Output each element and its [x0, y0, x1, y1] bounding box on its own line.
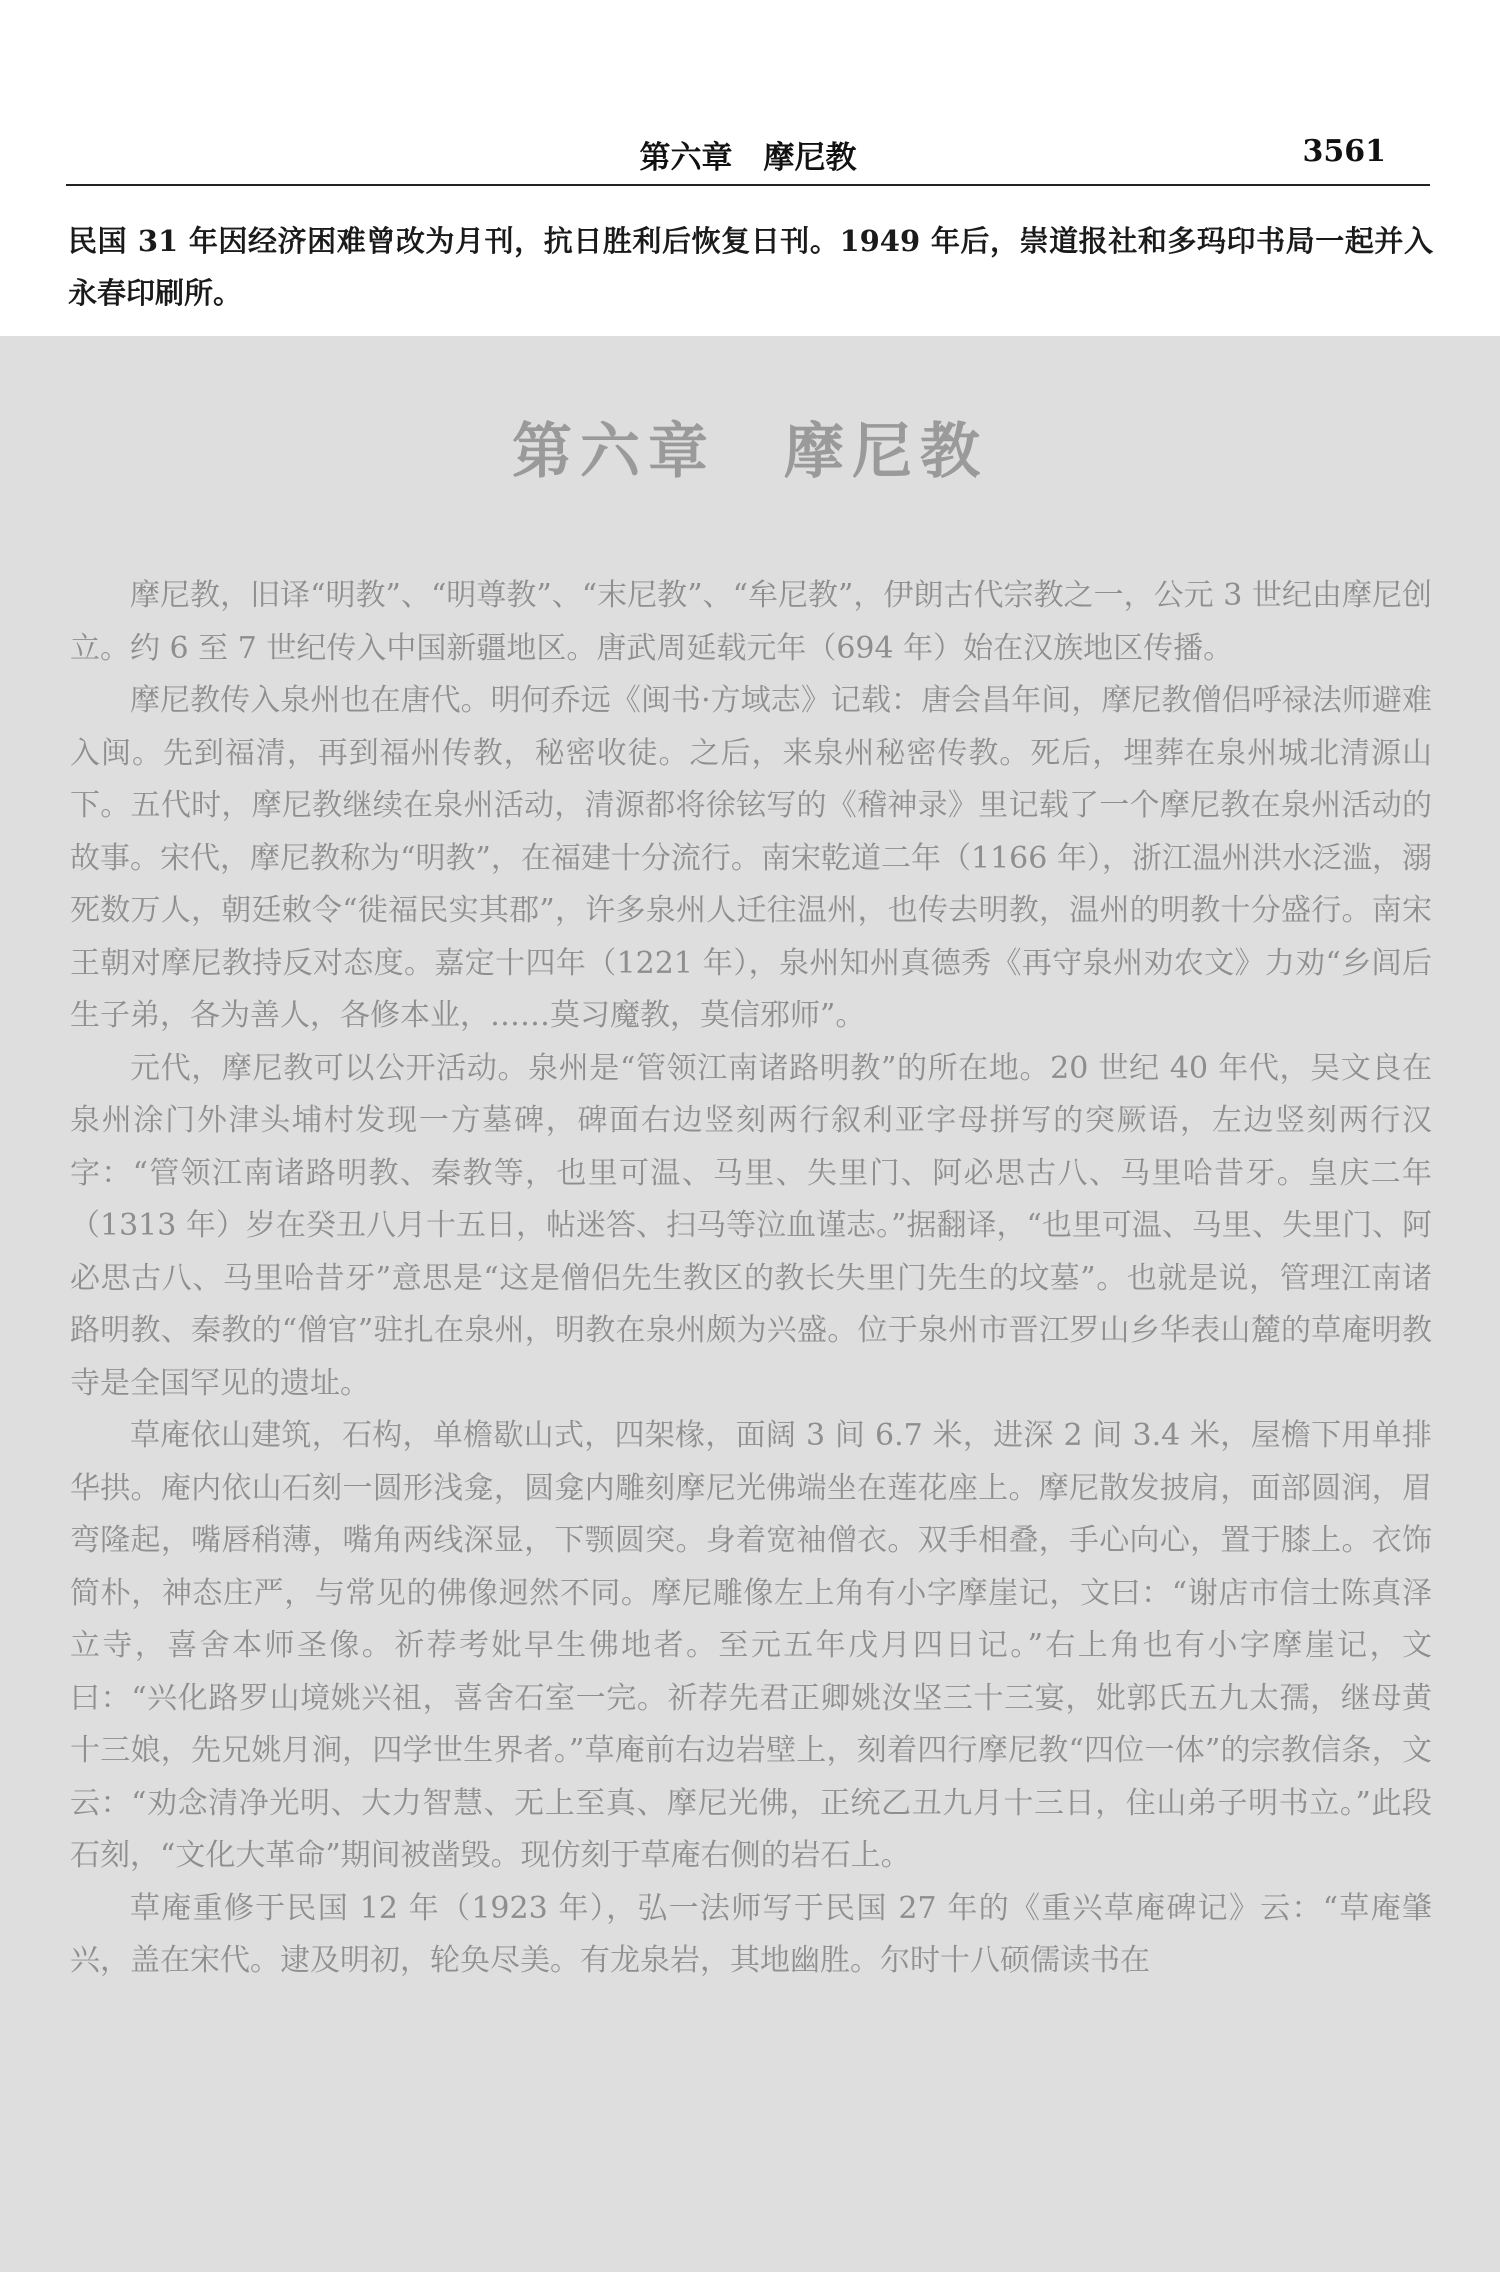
running-header-title: 第六章 摩尼教 — [639, 140, 857, 176]
paragraph-restoration: 草庵重修于民国 12 年（1923 年），弘一法师写于民国 27 年的《重兴草庵碑记》云：“草庵肇兴，盖在宋代。逮及明初，轮奂尽美。有龙泉岩，其地幽胜。尔时十八硕儒读书在 — [70, 1890, 1432, 1978]
lead-paragraph: 民国 31 年因经济困难曾改为月刊，抗日胜利后恢复日刊。1949 年后，崇道报社和多玛印书局一起并入永春印刷所。 — [68, 224, 1433, 310]
paragraph-caoan: 草庵依山建筑，石构，单檐歇山式，四架椽，面阔 3 间 6.7 米，进深 2 间 3.4 米，屋檐下用单排华拱。庵内依山石刻一圆形浅龛，圆龛内雕刻摩尼光佛端坐在莲花座上。摩尼散发披肩，面部圆润，眉弯隆起，嘴唇稍薄，嘴角两线深显，下颚圆突。身着宽袖僧衣。双手相叠，手心向心，置于膝上。衣饰简朴，神态庄严，与常见的佛像迥然不同。摩尼雕像左上角有小字摩崖记，文曰：“谢店市信士陈真泽立寺，喜舍本师圣像。祈荐考妣早生佛地者。至元五年戊月四日记。”右上角也有小字摩崖记，文曰：“兴化路罗山境姚兴祖，喜舍石室一完。祈荐先君正卿姚汝坚三十三宴，妣郭氏五九太孺，继母黄十三娘，先兄姚月涧，四学世生界者。”草庵前右边岩壁上，刻着四行摩尼教“四位一体”的宗教信条，文云：“劝念清净光明、大力智慧、无上至真、摩尼光佛，正统乙丑九月十三日，住山弟子明书立。”此段石刻，“文化大革命”期间被凿毁。现仿刻于草庵右侧的岩石上。 — [70, 1418, 1432, 1873]
running-header — [66, 124, 1430, 186]
paragraph-tang-song: 摩尼教传入泉州也在唐代。明何乔远《闽书·方域志》记载：唐会昌年间，摩尼教僧侣呼禄法师避难入闽。先到福清，再到福州传教，秘密收徒。之后，来泉州秘密传教。死后，埋葬在泉州城北清源山下。五代时，摩尼教继续在泉州活动，清源都将徐铉写的《稽神录》里记载了一个摩尼教在泉州活动的故事。宋代，摩尼教称为“明教”，在福建十分流行。南宋乾道二年（1166 年），浙江温州洪水泛滥，溺死数万人，朝廷敕令“徙福民实其郡”，许多泉州人迁往温州，也传去明教，温州的明教十分盛行。南宋王朝对摩尼教持反对态度。嘉定十四年（1221 年），泉州知州真德秀《再守泉州劝农文》力劝“乡闾后生子弟，各为善人，各修本业，……莫习魔教，莫信邪师”。 — [70, 683, 1432, 1033]
page-number: 3561 — [1302, 134, 1386, 169]
paragraph-yuan: 元代，摩尼教可以公开活动。泉州是“管领江南诸路明教”的所在地。20 世纪 40 年代，吴文良在泉州涂门外津头埔村发现一方墓碑，碑面右边竖刻两行叙利亚字母拼写的突厥语，左边竖刻两行汉字：“管领江南诸路明教、秦教等，也里可温、马里、失里门、阿必思古八、马里哈昔牙。皇庆二年（1313 年）岁在癸丑八月十五日，帖迷答、扫马等泣血谨志。”据翻译，“也里可温、马里、失里门、阿必思古八、马里哈昔牙”意思是“这是僧侣先生教区的教长失里门先生的坟墓”。也就是说，管理江南诸路明教、秦教的“僧官”驻扎在泉州，明教在泉州颇为兴盛。位于泉州市晋江罗山乡华表山麓的草庵明教寺是全国罕见的遗址。 — [70, 1050, 1432, 1401]
paragraph-intro: 摩尼教，旧译“明教”、“明尊教”、“末尼教”、“牟尼教”，伊朗古代宗教之一，公元 3 世纪由摩尼创立。约 6 至 7 世纪传入中国新疆地区。唐武周延载元年（694 年）始在汉族地区传播。 — [70, 578, 1432, 666]
chapter-title: 第六章 摩尼教 — [512, 417, 988, 487]
chapter-body — [70, 570, 1432, 1988]
